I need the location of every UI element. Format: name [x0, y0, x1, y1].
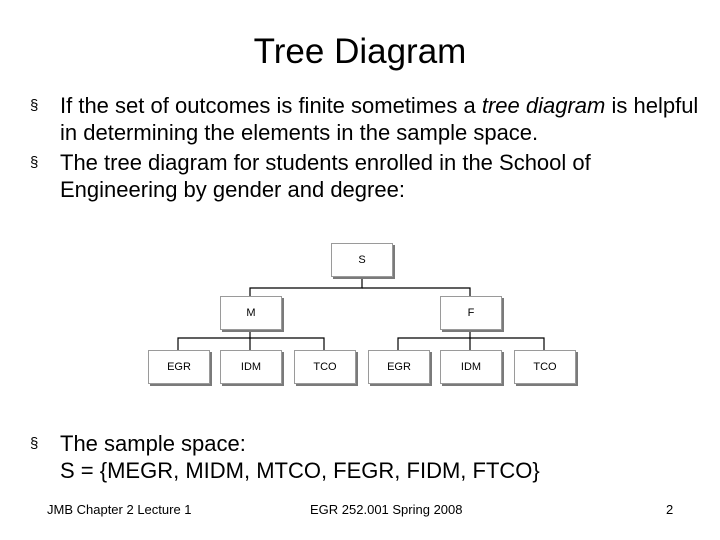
tree-leaf-m-egr: EGR	[148, 350, 210, 384]
slide-title: Tree Diagram	[253, 32, 467, 71]
tree-leaf-f-tco: TCO	[514, 350, 576, 384]
connector-s-m	[250, 278, 362, 296]
bullet-text-part: If the set of outcomes is finite sometimes a	[60, 93, 482, 118]
connector-m-tco	[250, 338, 324, 350]
tree-node-f: F	[440, 296, 502, 330]
connector-m-egr	[178, 330, 250, 350]
connector-f-egr	[398, 330, 470, 350]
connector-f-tco	[470, 338, 544, 350]
bullet-text: The tree diagram for students enrolled in the School of Engineering by gender and degree:	[60, 150, 591, 202]
footer-page-number: 2	[666, 502, 674, 517]
tree-leaf-m-tco: TCO	[294, 350, 356, 384]
footer-left: JMB Chapter 2 Lecture 1	[47, 502, 192, 517]
bullet-marker: §	[30, 154, 39, 171]
bullet-marker: §	[30, 97, 39, 114]
connector-s-f	[362, 288, 470, 296]
bullet-text-part: is helpful in determining the elements in the sample space.	[60, 93, 699, 145]
tree-leaf-f-idm: IDM	[440, 350, 502, 384]
footer-center: EGR 252.001 Spring 2008	[310, 502, 463, 517]
tree-leaf-f-egr: EGR	[368, 350, 430, 384]
sample-space	[28, 430, 708, 484]
bullet-item	[28, 430, 708, 484]
bullet-text-italic: tree diagram	[481, 93, 606, 118]
sample-space-label: The sample space:	[60, 431, 246, 456]
tree-node-m: M	[220, 296, 282, 330]
sample-space-set: S = {MEGR, MIDM, MTCO, FEGR, FIDM, FTCO}	[60, 458, 540, 483]
tree-node-root: S	[331, 243, 393, 277]
bullet-marker: §	[30, 435, 39, 452]
tree-leaf-m-idm: IDM	[220, 350, 282, 384]
